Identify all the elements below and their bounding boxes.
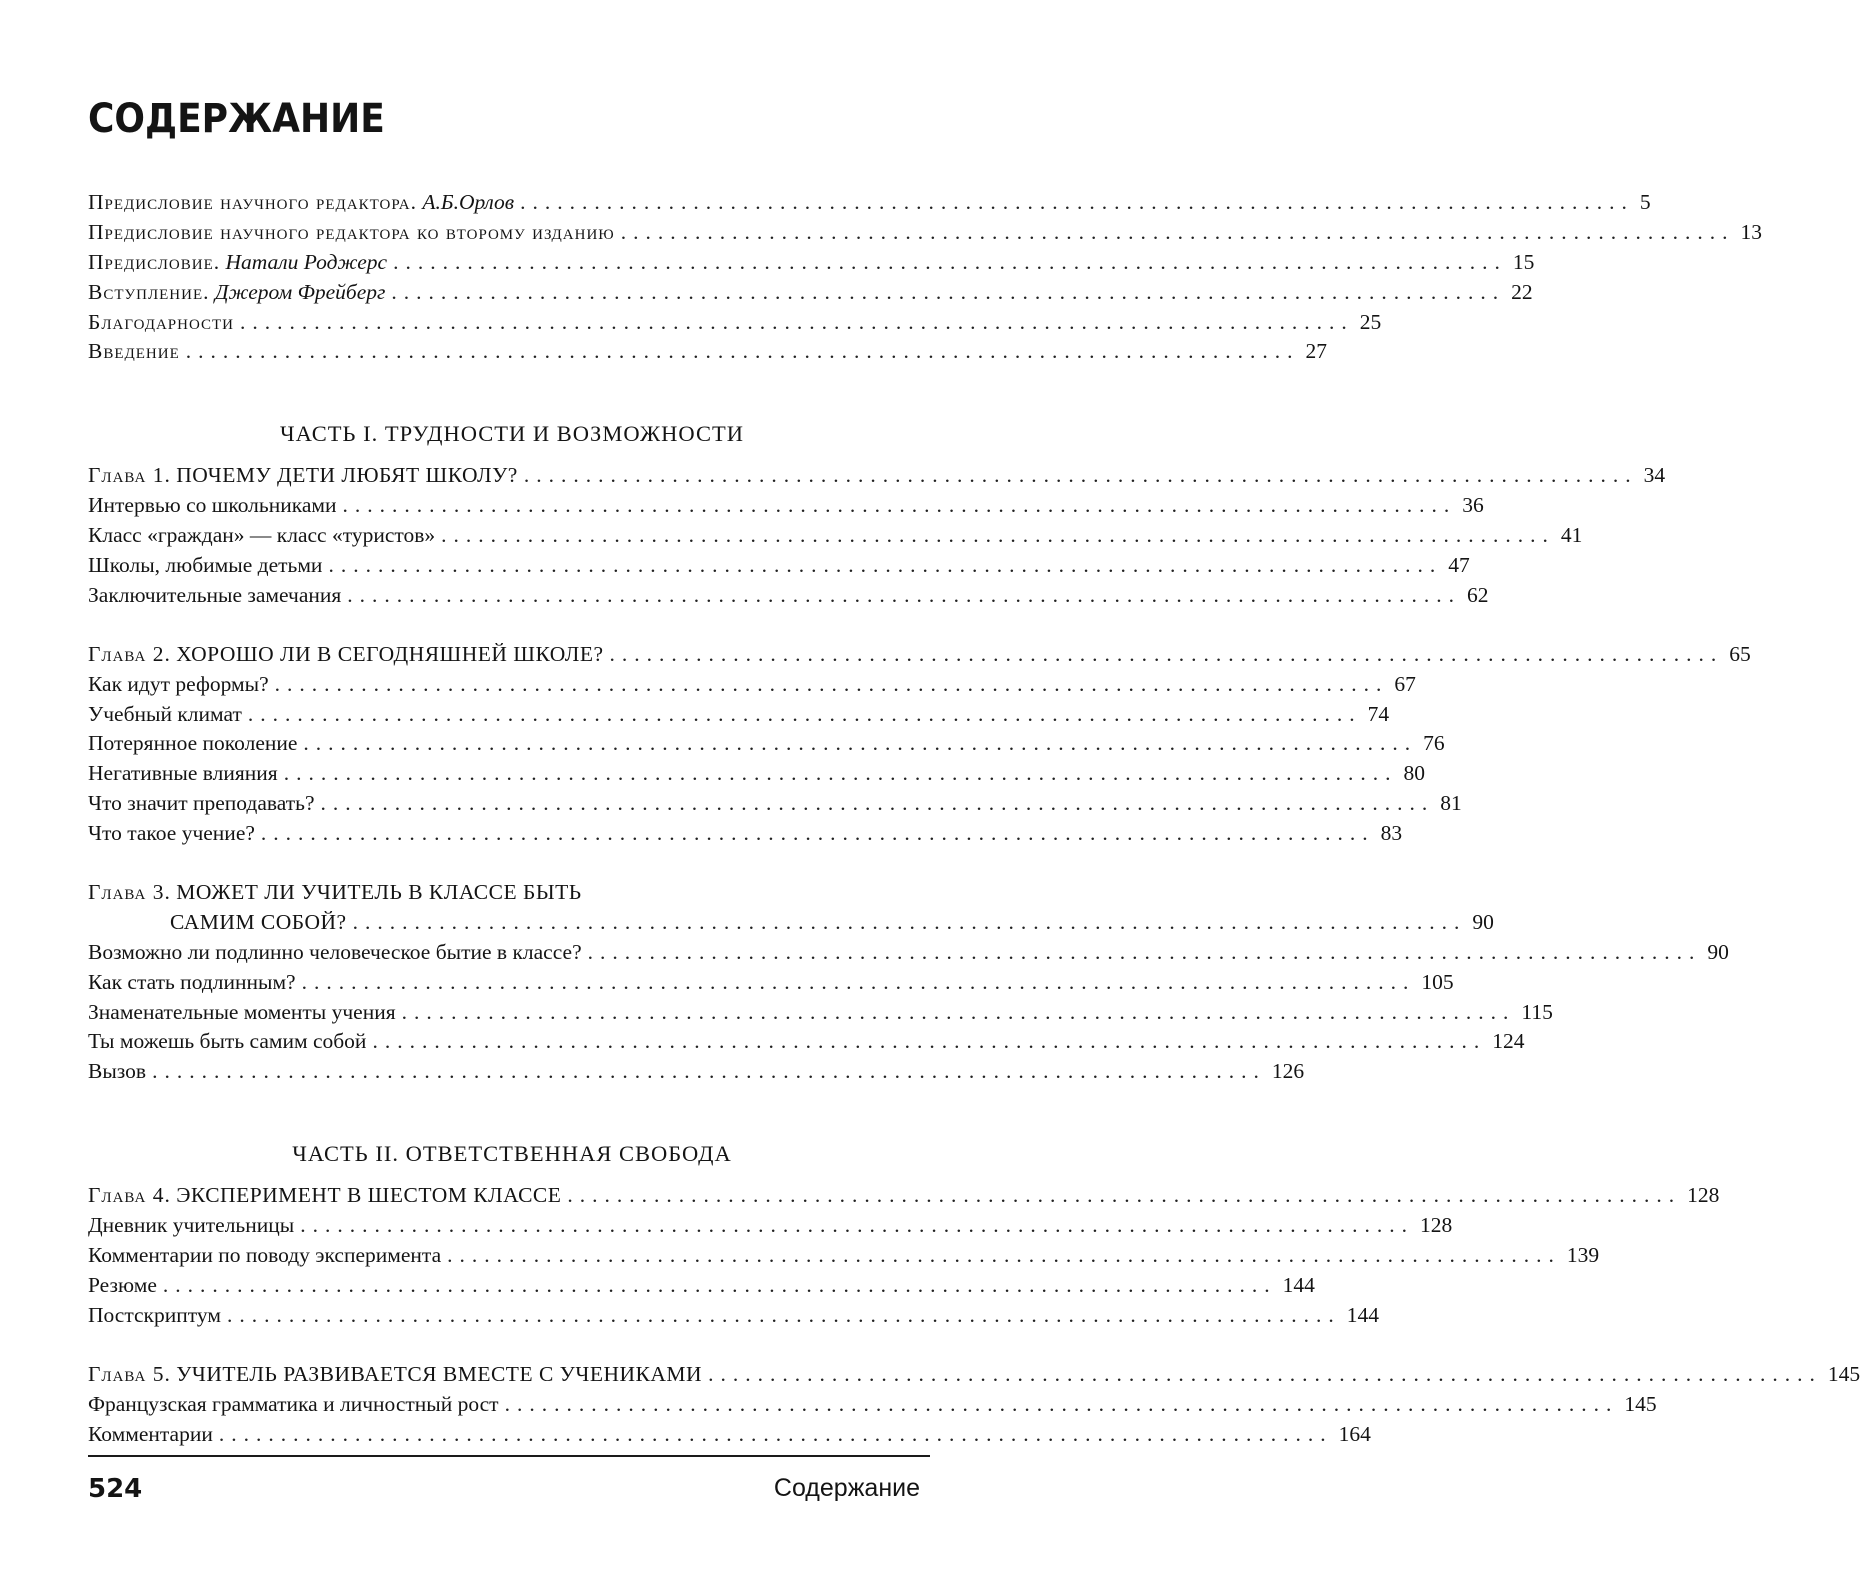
section-page: 76 — [1423, 731, 1445, 756]
toc-entry — [88, 1390, 1657, 1420]
chapter-page: 34 — [1643, 463, 1666, 488]
section-title: Что значит преподавать? — [88, 791, 315, 816]
toc-entry — [88, 1027, 1525, 1057]
section-page: 164 — [1338, 1421, 1371, 1446]
toc-entry — [88, 670, 1416, 700]
toc-entry — [88, 1211, 1453, 1241]
section-title: Школы, любимые детьми — [88, 553, 323, 578]
section-title: Дневник учительницы — [88, 1213, 295, 1238]
footer-rule — [88, 1455, 930, 1457]
toc-entry — [88, 1241, 1600, 1271]
chapter-title: МОЖЕТ ЛИ УЧИТЕЛЬ В КЛАССЕ БЫТЬ — [176, 880, 582, 905]
toc-entry — [88, 819, 1403, 849]
section-title: Знаменательные моменты учения — [88, 999, 396, 1024]
chapter-heading — [88, 878, 926, 908]
entry-author: Натали Роджерс — [225, 249, 388, 274]
section-page: 128 — [1419, 1213, 1453, 1238]
chapter-page: 145 — [1827, 1361, 1860, 1386]
leader-dots: .......................................................................................... — [708, 1361, 1822, 1386]
section-title: Как стать подлинным? — [88, 969, 296, 994]
section-page: 115 — [1521, 999, 1553, 1024]
chapter-label — [88, 461, 518, 491]
toc-entry — [88, 1057, 1305, 1087]
leader-dots: .......................................................................................... — [185, 339, 1300, 364]
entry-author: А.Б.Орлов — [422, 190, 515, 214]
section-title: Учебный климат — [88, 701, 242, 726]
section-title: Что такое учение? — [88, 821, 255, 846]
entry-page: 5 — [1639, 190, 1651, 214]
leader-dots: .......................................................................................... — [587, 939, 1702, 964]
leader-dots: .......................................................................................... — [240, 309, 1354, 334]
section-title: Комментарии по поводу эксперимента — [88, 1243, 442, 1268]
chapter-number: Глава 4. — [88, 1183, 171, 1208]
section-page: 124 — [1492, 1029, 1525, 1054]
entry-title: Предисловие научного редактора. — [88, 190, 417, 214]
entry-title: Предисловие научного редактора ко второму изданию — [88, 219, 615, 244]
leader-dots: .......................................................................................... — [567, 1183, 1682, 1208]
leader-dots: .......................................................................................... — [274, 671, 1389, 696]
leader-dots: .......................................................................................... — [520, 190, 1634, 214]
toc-entry — [88, 308, 1382, 338]
spacer — [88, 849, 926, 878]
toc-entry — [88, 1271, 1315, 1301]
section-page: 83 — [1380, 821, 1403, 846]
toc-entry — [88, 581, 1489, 611]
chapter-number: Глава 2. — [88, 641, 171, 666]
section-title: Постскриптум — [88, 1302, 221, 1327]
chapter-page: 90 — [1472, 909, 1494, 934]
entry-title: Предисловие. — [88, 249, 221, 274]
entry-page: 27 — [1305, 339, 1327, 364]
entry-page: 25 — [1359, 309, 1382, 334]
entry-label — [88, 337, 180, 367]
section-page: 144 — [1346, 1302, 1379, 1327]
toc-entry — [88, 521, 1583, 551]
chapter-title: УЧИТЕЛЬ РАЗВИВАЕТСЯ ВМЕСТЕ С УЧЕНИКАМИ — [176, 1361, 703, 1386]
toc-entry — [88, 789, 1462, 819]
section-title: Ты можешь быть самим собой — [88, 1029, 367, 1054]
section-page: 80 — [1403, 761, 1425, 786]
leader-dots: .......................................................................................... — [152, 1059, 1266, 1084]
leader-dots: .......................................................................................... — [218, 1421, 1333, 1446]
toc-entry — [88, 188, 1651, 218]
toc-entry — [88, 218, 1762, 248]
section-title: Возможно ли подлинно человеческое бытие в классе? — [88, 939, 582, 964]
leader-dots: .......................................................................................... — [303, 731, 1418, 756]
chapter-title: ХОРОШО ЛИ В СЕГОДНЯШНЕЙ ШКОЛЕ? — [176, 641, 604, 666]
chapter-label — [88, 878, 582, 908]
toc-entry — [88, 998, 1553, 1028]
leader-dots: .......................................................................................... — [393, 249, 1507, 274]
part-heading: ЧАСТЬ I. ТРУДНОСТИ И ВОЗМОЖНОСТИ — [280, 421, 744, 447]
section-title: Как идут реформы? — [88, 671, 269, 696]
chapter-label — [88, 1181, 561, 1211]
chapter-heading — [88, 461, 1666, 491]
leader-dots: .......................................................................................... — [226, 1302, 1341, 1327]
entry-title: Вступление. — [88, 279, 210, 304]
leader-dots: .......................................................................................... — [247, 701, 1362, 726]
spacer — [88, 1087, 926, 1135]
leader-dots: .......................................................................................... — [301, 969, 1416, 994]
entry-page: 13 — [1740, 219, 1762, 244]
leader-dots: .......................................................................................... — [441, 523, 1555, 548]
toc-entry — [88, 551, 1470, 581]
toc-entry — [88, 759, 1425, 789]
section-page: 139 — [1566, 1243, 1600, 1268]
entry-title: Введение — [88, 339, 180, 364]
entry-label — [88, 218, 615, 248]
toc-entry — [88, 968, 1454, 998]
section-title: Потерянное поколение — [88, 731, 298, 756]
chapter-label — [88, 640, 604, 670]
leader-dots: .......................................................................................... — [609, 641, 1724, 666]
chapter-page: 65 — [1729, 641, 1751, 666]
toc-entry — [88, 938, 1729, 968]
chapter-number: Глава 3. — [88, 880, 171, 905]
leader-dots: .......................................................................................... — [300, 1213, 1414, 1238]
leader-dots: .......................................................................................... — [328, 553, 1443, 578]
section-page: 36 — [1462, 493, 1484, 518]
leader-dots: .......................................................................................... — [347, 582, 1462, 607]
chapter-number: Глава 5. — [88, 1361, 171, 1386]
leader-dots: .......................................................................................... — [320, 791, 1435, 816]
section-page: 145 — [1624, 1391, 1657, 1416]
leader-dots: .......................................................................................... — [260, 821, 1375, 846]
page-title: СОДЕРЖАНИЕ — [88, 96, 385, 142]
chapter-heading — [88, 1181, 1720, 1211]
section-title: Класс «граждан» — класс «туристов» — [88, 523, 436, 548]
section-page: 67 — [1394, 671, 1416, 696]
leader-dots: .......................................................................................... — [401, 999, 1516, 1024]
chapter-heading-cont — [88, 908, 1494, 938]
entry-label — [88, 188, 514, 218]
section-page: 81 — [1440, 791, 1462, 816]
chapter-label — [88, 1360, 702, 1390]
leader-dots: .......................................................................................... — [620, 219, 1735, 244]
section-title: Заключительные замечания — [88, 582, 342, 607]
section-title: Интервью со школьниками — [88, 493, 337, 518]
entry-title: Благодарности — [88, 309, 234, 334]
section-page: 90 — [1707, 939, 1729, 964]
entry-page: 15 — [1512, 249, 1535, 274]
running-title: Содержание — [773, 1474, 920, 1502]
leader-dots: .......................................................................................... — [342, 493, 1457, 518]
toc-entry — [88, 1420, 1371, 1450]
section-title: Французская грамматика и личностный рост — [88, 1391, 499, 1416]
toc-entry — [88, 278, 1533, 308]
spacer — [88, 611, 926, 640]
chapter-title: ПОЧЕМУ ДЕТИ ЛЮБЯТ ШКОЛУ? — [176, 463, 518, 488]
toc-entry — [88, 700, 1390, 730]
spacer — [88, 1331, 926, 1360]
chapter-heading — [88, 640, 1751, 670]
toc-entry — [88, 729, 1445, 759]
leader-dots: .......................................................................................... — [372, 1029, 1487, 1054]
toc-entry — [88, 337, 1327, 367]
section-page: 62 — [1467, 582, 1489, 607]
section-page: 41 — [1560, 523, 1583, 548]
entry-author: Джером Фрейберг — [214, 279, 386, 304]
chapter-number: Глава 1. — [88, 463, 171, 488]
leader-dots: .......................................................................................... — [447, 1243, 1561, 1268]
section-page: 144 — [1282, 1272, 1315, 1297]
entry-label — [88, 308, 234, 338]
spacer — [88, 367, 926, 415]
section-title: Негативные влияния — [88, 761, 278, 786]
leader-dots: .......................................................................................... — [283, 761, 1398, 786]
section-page: 74 — [1367, 701, 1390, 726]
entry-label — [88, 248, 387, 278]
leader-dots: .......................................................................................... — [504, 1391, 1619, 1416]
section-title: Комментарии — [88, 1421, 213, 1446]
section-title: Резюме — [88, 1272, 157, 1297]
section-title: Вызов — [88, 1059, 147, 1084]
table-of-contents — [88, 188, 1860, 1449]
section-page: 126 — [1271, 1059, 1305, 1084]
entry-page: 22 — [1511, 279, 1533, 304]
spacer — [88, 452, 926, 461]
leader-dots: .......................................................................................... — [162, 1272, 1277, 1297]
spacer — [88, 1172, 926, 1181]
leader-dots: .......................................................................................... — [352, 909, 1467, 934]
part-heading: ЧАСТЬ II. ОТВЕТСТВЕННАЯ СВОБОДА — [292, 1141, 732, 1167]
toc-entry — [88, 491, 1484, 521]
chapter-title-cont: САМИМ СОБОЙ? — [170, 909, 347, 934]
section-page: 47 — [1448, 553, 1470, 578]
section-page: 105 — [1421, 969, 1454, 994]
toc-entry — [88, 1301, 1379, 1331]
leader-dots: .......................................................................................... — [391, 279, 1506, 304]
toc-entry — [88, 248, 1535, 278]
entry-label — [88, 278, 385, 308]
chapter-heading — [88, 1360, 1860, 1390]
leader-dots: .......................................................................................... — [523, 463, 1638, 488]
chapter-title: ЭКСПЕРИМЕНТ В ШЕСТОМ КЛАССЕ — [176, 1183, 562, 1208]
chapter-page: 128 — [1687, 1183, 1720, 1208]
page-number: 524 — [88, 1474, 143, 1504]
